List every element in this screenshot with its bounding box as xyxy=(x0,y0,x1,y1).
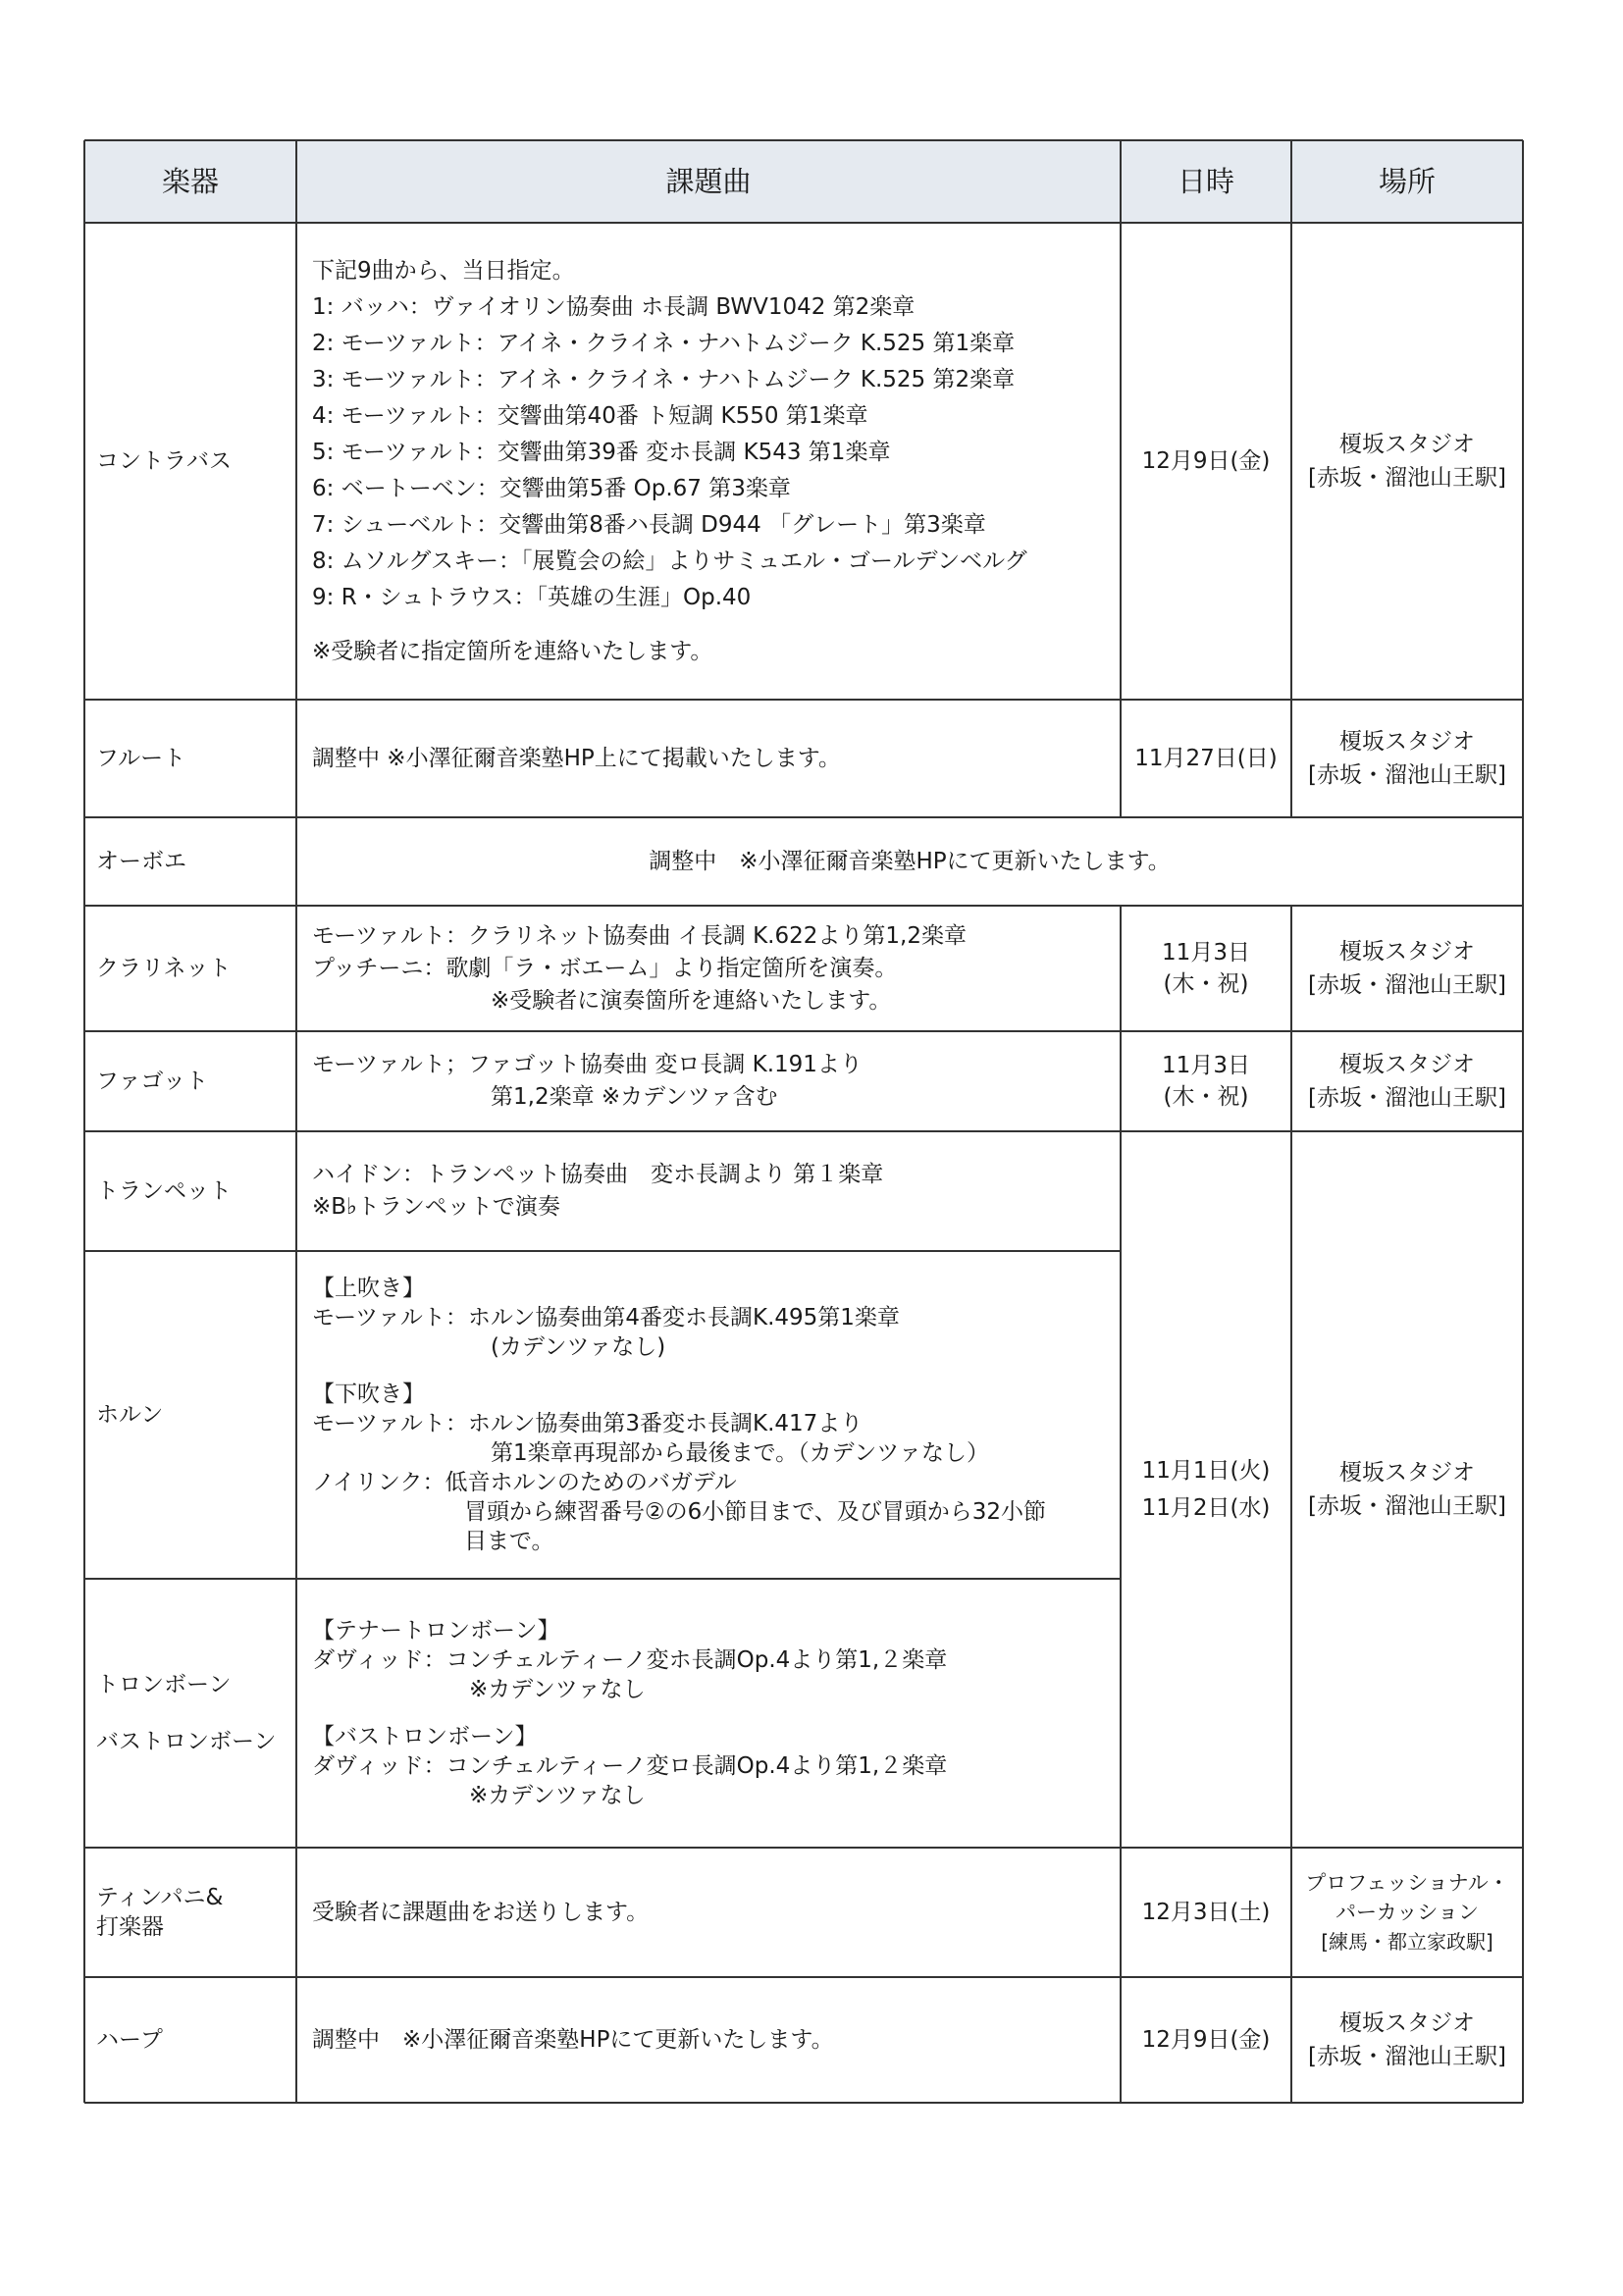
piece-note: (カデンツァなし) xyxy=(491,1334,666,1360)
instrument-harp: ハープ xyxy=(96,2026,163,2053)
piece-line: 6: ベートーベン：交響曲第5番 Op.67 第3楽章 xyxy=(312,475,791,501)
date-day: 11月3日 xyxy=(1162,1053,1250,1078)
piece-line: ダヴィッド：コンチェルティーノ変ロ長調Op.4より第1,２楽章 xyxy=(312,1753,948,1779)
instrument-horn: ホルン xyxy=(96,1401,164,1428)
section-label: 【テナートロンボーン】 xyxy=(312,1618,560,1644)
section-label: 【下吹き】 xyxy=(312,1382,425,1407)
date-harp: 12月9日(金) xyxy=(1141,2026,1271,2053)
venue-harp xyxy=(1291,1977,1523,2103)
venue-name: 榎坂スタジオ xyxy=(1339,729,1475,755)
piece-line: 冒頭から練習番号②の6小節目まで、及び冒頭から32小節 xyxy=(464,1499,1047,1525)
date-day: 11月3日 xyxy=(1162,940,1250,965)
piece-line: プッチーニ：歌劇「ラ・ボエーム」より指定箇所を演奏。 xyxy=(312,955,898,981)
venue-station: [赤坂・溜池山王駅] xyxy=(1308,1493,1506,1519)
date-day: 11月1日(火) xyxy=(1141,1458,1271,1484)
piece-line: 1: バッハ：ヴァイオリン協奏曲 ホ長調 BWV1042 第2楽章 xyxy=(312,293,916,320)
instrument-clarinet: クラリネット xyxy=(96,955,232,981)
grid-line xyxy=(295,140,297,2103)
piece-trumpet xyxy=(296,1131,1121,1251)
audition-table xyxy=(84,140,1523,2103)
grid-line xyxy=(84,2102,1523,2104)
date-weekday: (木・祝) xyxy=(1163,971,1249,997)
grid-line xyxy=(84,1130,1523,1132)
venue-clarinet xyxy=(1291,906,1523,1031)
grid-line xyxy=(84,222,1523,224)
venue-station: [練馬・都立家政駅] xyxy=(1321,1930,1493,1954)
instrument-bassoon: ファゴット xyxy=(96,1068,209,1094)
grid-line xyxy=(84,1030,1523,1032)
piece-note: ※カデンツァなし xyxy=(469,1783,646,1808)
piece-note: ※B♭トランペットで演奏 xyxy=(312,1194,560,1220)
piece-note: ※受験者に指定箇所を連絡いたします。 xyxy=(312,638,713,664)
grid-line xyxy=(84,1250,1121,1252)
grid-line xyxy=(84,1847,1523,1849)
venue-name: 榎坂スタジオ xyxy=(1339,432,1475,457)
instrument-line: トロンボーン xyxy=(96,1672,232,1697)
date-brass xyxy=(1121,1131,1291,1848)
piece-line: モーツァルト；ファゴット協奏曲 変ロ長調 K.191より xyxy=(312,1052,863,1077)
instrument-contrabass: コントラバス xyxy=(96,447,232,474)
instrument-line: ティンパニ& xyxy=(96,1885,224,1910)
instrument-trumpet: トランペット xyxy=(96,1177,232,1204)
instrument-line: バストロンボーン xyxy=(96,1729,277,1754)
piece-harp: 調整中 ※小澤征爾音楽塾HPにて更新いたします。 xyxy=(312,2026,834,2053)
venue-station: [赤坂・溜池山王駅] xyxy=(1308,2044,1506,2069)
grid-line xyxy=(84,139,1523,141)
piece-note: ※受験者に演奏箇所を連絡いたします。 xyxy=(491,987,892,1014)
piece-trombone xyxy=(296,1579,1121,1848)
date-timpani: 12月3日(土) xyxy=(1141,1899,1271,1925)
header-piece: 課題曲 xyxy=(665,164,752,198)
instrument-flute: フルート xyxy=(96,745,186,771)
piece-line: 目まで。 xyxy=(464,1529,554,1554)
piece-line: 第1楽章再現部から最後まで。（カデンツァなし） xyxy=(491,1440,989,1466)
piece-line: モーツァルト：クラリネット協奏曲 イ長調 K.622より第1,2楽章 xyxy=(312,922,967,949)
piece-line: モーツァルト：ホルン協奏曲第3番変ホ長調K.417より xyxy=(312,1411,864,1436)
venue-station: [赤坂・溜池山王駅] xyxy=(1308,1085,1506,1111)
venue-name: 榎坂スタジオ xyxy=(1339,1052,1475,1077)
instrument-oboe: オーボエ xyxy=(96,848,186,874)
piece-line: モーツァルト：ホルン協奏曲第4番変ホ長調K.495第1楽章 xyxy=(312,1305,900,1331)
piece-oboe: 調整中 ※小澤征爾音楽塾HPにて更新いたします。 xyxy=(649,848,1171,874)
venue-contrabass xyxy=(1291,223,1523,700)
piece-line: 4: モーツァルト：交響曲第40番 ト短調 K550 第1楽章 xyxy=(312,402,868,429)
venue-name: 榎坂スタジオ xyxy=(1339,1460,1475,1486)
piece-line: 5: モーツァルト：交響曲第39番 変ホ長調 K543 第1楽章 xyxy=(312,439,891,465)
piece-line: ダヴィッド：コンチェルティーノ変ホ長調Op.4より第1,２楽章 xyxy=(312,1647,948,1673)
grid-line xyxy=(1290,906,1292,2103)
piece-line: 8: ムソルグスキー：「展覧会の絵」よりサミュエル・ゴールデンベルグ xyxy=(312,548,1027,574)
grid-line xyxy=(1120,906,1122,2103)
instrument-trombone xyxy=(84,1579,296,1848)
piece-clarinet xyxy=(296,906,1121,1031)
grid-line xyxy=(84,1578,1121,1580)
piece-bassoon xyxy=(296,1031,1121,1131)
venue-brass xyxy=(1291,1131,1523,1848)
piece-contrabass xyxy=(296,223,1121,700)
grid-line xyxy=(83,140,85,2103)
venue-timpani xyxy=(1291,1848,1523,1977)
grid-line xyxy=(84,816,1523,818)
piece-line: 第1,2楽章 ※カデンツァ含む xyxy=(491,1084,778,1110)
piece-line: 下記9曲から、当日指定。 xyxy=(312,257,575,284)
grid-line xyxy=(1522,140,1524,2103)
piece-line: 7: シューベルト：交響曲第8番ハ長調 D944 「グレート」第3楽章 xyxy=(312,511,986,538)
piece-horn xyxy=(296,1251,1121,1579)
date-contrabass: 12月9日(金) xyxy=(1141,447,1271,474)
section-label: 【バストロンボーン】 xyxy=(312,1724,538,1749)
piece-timpani: 受験者に課題曲をお送りします。 xyxy=(312,1899,650,1925)
header-instrument: 楽器 xyxy=(161,164,219,198)
piece-line: 9: R・シュトラウス：「英雄の生涯」Op.40 xyxy=(312,584,752,610)
venue-flute xyxy=(1291,700,1523,817)
grid-line xyxy=(1120,140,1122,817)
grid-line xyxy=(1290,140,1292,817)
venue-name: パーカッション xyxy=(1335,1901,1479,1924)
header-date: 日時 xyxy=(1177,164,1234,198)
piece-note: ※カデンツァなし xyxy=(469,1677,646,1702)
piece-line: ノイリンク：低音ホルンのためのバガデル xyxy=(312,1470,737,1495)
piece-flute: 調整中 ※小澤征爾音楽塾HP上にて掲載いたします。 xyxy=(312,745,841,771)
venue-name: 榎坂スタジオ xyxy=(1339,2010,1475,2036)
venue-station: [赤坂・溜池山王駅] xyxy=(1308,465,1506,491)
venue-name: プロフェッショナル・ xyxy=(1305,1871,1509,1895)
venue-station: [赤坂・溜池山王駅] xyxy=(1308,972,1506,998)
venue-name: 榎坂スタジオ xyxy=(1339,939,1475,965)
date-weekday: (木・祝) xyxy=(1163,1084,1249,1110)
grid-line xyxy=(84,699,1523,701)
date-clarinet xyxy=(1121,906,1291,1031)
grid-line xyxy=(84,905,1523,907)
date-day: 11月2日(水) xyxy=(1141,1495,1271,1521)
piece-line: 2: モーツァルト：アイネ・クライネ・ナハトムジーク K.525 第1楽章 xyxy=(312,330,1016,356)
instrument-line: 打楽器 xyxy=(96,1914,164,1940)
instrument-timpani xyxy=(84,1848,296,1977)
venue-station: [赤坂・溜池山王駅] xyxy=(1308,762,1506,788)
header-venue: 場所 xyxy=(1378,164,1436,198)
date-flute: 11月27日(日) xyxy=(1134,745,1278,771)
piece-line: ハイドン：トランペット協奏曲 変ホ長調より 第１楽章 xyxy=(312,1162,884,1187)
date-bassoon xyxy=(1121,1031,1291,1131)
grid-line xyxy=(84,1976,1523,1978)
section-label: 【上吹き】 xyxy=(312,1276,425,1301)
piece-line: 3: モーツァルト：アイネ・クライネ・ナハトムジーク K.525 第2楽章 xyxy=(312,366,1016,392)
venue-bassoon xyxy=(1291,1031,1523,1131)
